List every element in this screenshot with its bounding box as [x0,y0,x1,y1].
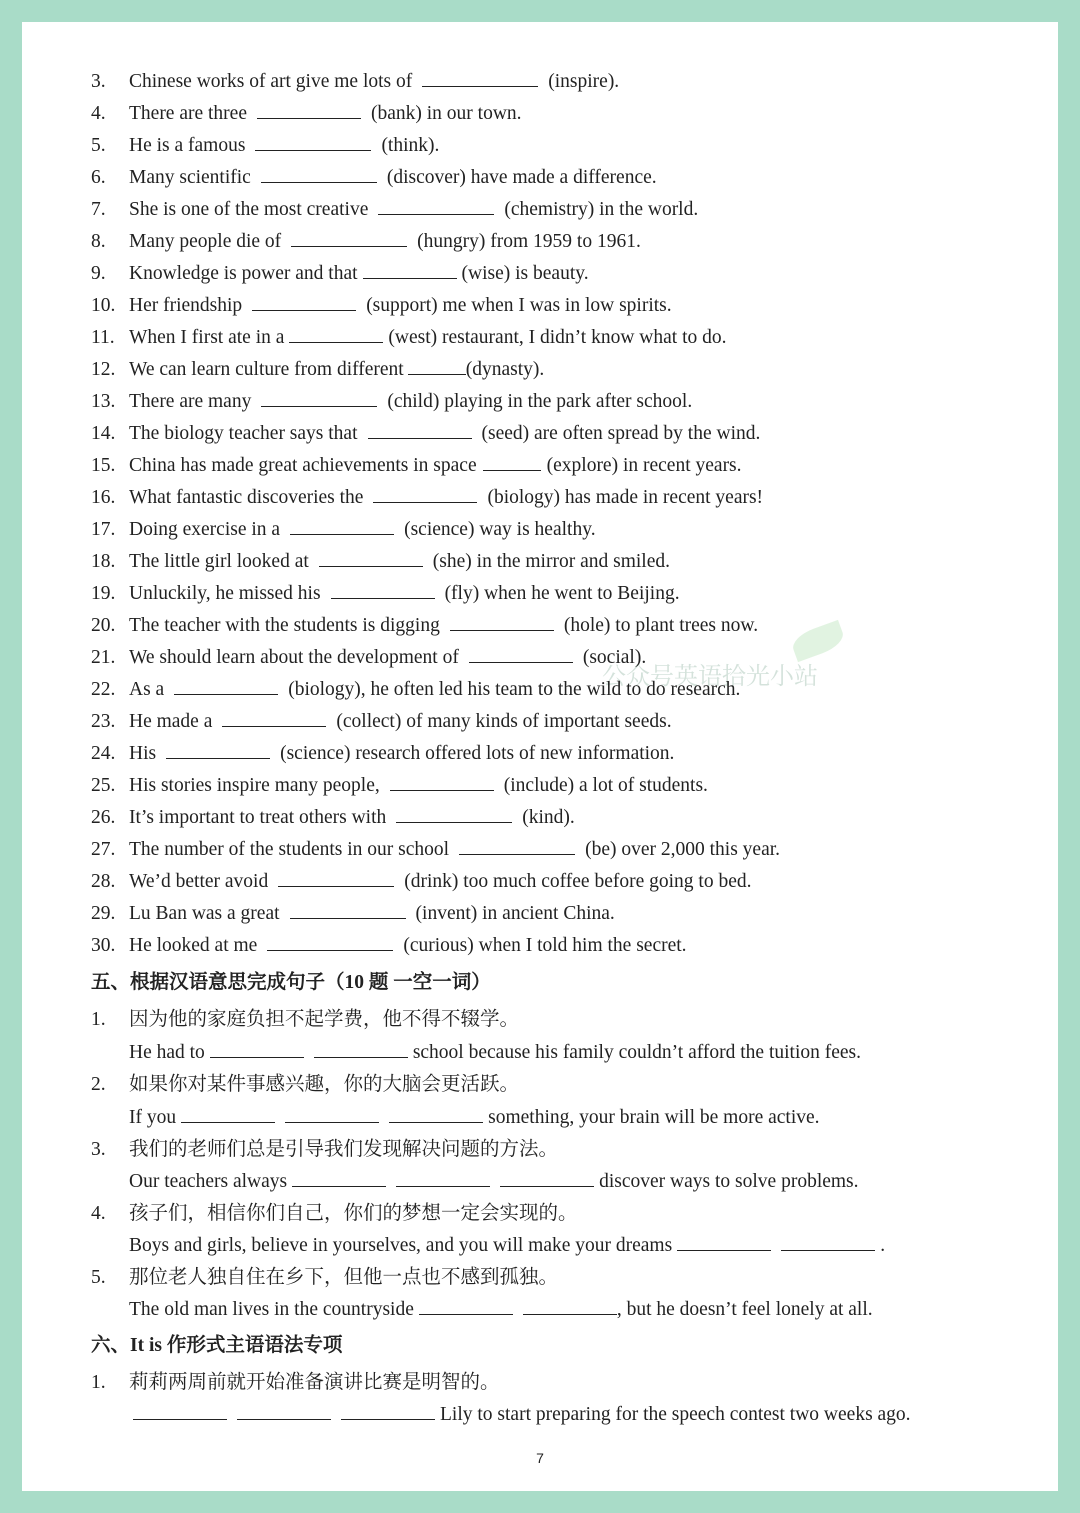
item-suffix: discover ways to solve problems. [599,1171,859,1192]
item-prefix: Many scientific [129,167,251,188]
item-prefix: We’d better avoid [129,871,269,892]
chinese-prompt: 我们的老师们总是引导我们发现解决问题的方法。 [129,1139,559,1160]
item-prefix: Knowledge is power and that [129,263,358,284]
answer-blank[interactable] [257,100,361,119]
answer-blank[interactable] [289,324,383,343]
answer-blank[interactable] [459,836,575,855]
item-prefix: He is a famous [129,135,246,156]
item-number: 10. [91,295,116,316]
item-prefix: He had to [129,1042,205,1063]
item-number: 11. [91,327,115,348]
answer-blank[interactable] [290,900,406,919]
item-number: 21. [91,647,116,668]
item-suffix: (chemistry) in the world. [504,199,699,220]
answer-blank[interactable] [255,132,371,151]
item-suffix: (biology) has made in recent years! [487,487,764,508]
chinese-prompt: 莉莉两周前就开始准备演讲比赛是明智的。 [129,1372,500,1393]
section-title: 六、It is 作形式主语语法专项 [91,1335,343,1356]
answer-blank[interactable] [278,868,394,887]
item-prefix: The biology teacher says that [129,423,358,444]
chinese-prompt: 如果你对某件事感兴趣，你的大脑会更活跃。 [129,1074,520,1095]
item-number: 6. [91,167,106,188]
item-number: 4. [91,1203,106,1224]
answer-blank[interactable] [341,1401,435,1420]
item-suffix: (wise) is beauty. [461,263,589,284]
item-prefix: He made a [129,711,213,732]
item-number: 9. [91,263,106,284]
item-suffix: (social). [582,647,647,668]
chinese-prompt: 孩子们，相信你们自己，你们的梦想一定会实现的。 [129,1203,578,1224]
answer-blank[interactable] [363,260,457,279]
answer-blank[interactable] [390,772,494,791]
answer-blank[interactable] [133,1401,227,1420]
item-suffix: (seed) are often spread by the wind. [481,423,761,444]
answer-blank[interactable] [261,388,377,407]
answer-blank[interactable] [174,676,278,695]
item-suffix: . [880,1235,886,1256]
item-prefix: Lu Ban was a great [129,903,280,924]
item-prefix: He looked at me [129,935,258,956]
item-suffix: (curious) when I told him the secret. [403,935,687,956]
item-number: 23. [91,711,116,732]
item-number: 18. [91,551,116,572]
item-number: 1. [91,1009,106,1030]
item-prefix: The old man lives in the countryside [129,1299,414,1320]
answer-blank[interactable] [285,1104,379,1123]
item-suffix: (include) a lot of students. [503,775,708,796]
item-number: 28. [91,871,116,892]
item-number: 19. [91,583,116,604]
item-prefix: Chinese works of art give me lots of [129,71,413,92]
item-suffix: (discover) have made a difference. [386,167,657,188]
item-prefix: There are many [129,391,252,412]
item-prefix: Our teachers always [129,1171,288,1192]
answer-blank[interactable] [419,1296,513,1315]
answer-blank[interactable] [331,580,435,599]
answer-blank[interactable] [252,292,356,311]
item-prefix: We should learn about the development of [129,647,459,668]
item-number: 3. [91,71,106,92]
item-number: 12. [91,359,116,380]
item-number: 2. [91,1074,106,1095]
item-prefix: The teacher with the students is digging [129,615,440,636]
item-number: 22. [91,679,116,700]
item-number: 15. [91,455,116,476]
item-number: 8. [91,231,106,252]
item-suffix: (biology), he often led his team to the wild to do research. [288,679,741,700]
item-number: 24. [91,743,116,764]
item-suffix: Lily to start preparing for the speech contest two weeks ago. [440,1404,911,1425]
item-prefix: Doing exercise in a [129,519,281,540]
item-prefix: China has made great achievements in space [129,455,477,476]
item-suffix: (fly) when he went to Beijing. [444,583,680,604]
item-prefix: Boys and girls, believe in yourselves, and you will make your dreams [129,1235,673,1256]
answer-blank[interactable] [292,1168,386,1187]
item-prefix: She is one of the most creative [129,199,369,220]
answer-blank[interactable] [677,1232,771,1251]
answer-blank[interactable] [378,196,494,215]
answer-blank[interactable] [261,164,377,183]
answer-blank[interactable] [408,356,466,375]
item-suffix: (bank) in our town. [371,103,522,124]
answer-blank[interactable] [469,644,573,663]
answer-blank[interactable] [291,228,407,247]
worksheet-page [22,22,1058,1491]
item-suffix: (kind). [522,807,575,828]
item-suffix: (she) in the mirror and smiled. [432,551,670,572]
item-suffix: (dynasty). [465,359,545,380]
item-number: 4. [91,103,106,124]
item-suffix: (think). [381,135,440,156]
item-suffix: (science) research offered lots of new information. [280,743,675,764]
item-suffix: (collect) of many kinds of important seeds. [336,711,672,732]
answer-blank[interactable] [166,740,270,759]
item-prefix: It’s important to treat others with [129,807,387,828]
answer-blank[interactable] [237,1401,331,1420]
item-number: 30. [91,935,116,956]
watermark-text: 公众号英语拾光小站 [602,662,818,690]
item-suffix: (be) over 2,000 this year. [585,839,781,860]
answer-blank[interactable] [222,708,326,727]
item-suffix: (science) way is healthy. [404,519,596,540]
answer-blank[interactable] [781,1232,875,1251]
answer-blank[interactable] [500,1168,594,1187]
item-suffix: (drink) too much coffee before going to bed. [404,871,752,892]
answer-blank[interactable] [396,1168,490,1187]
item-number: 3. [91,1139,106,1160]
item-number: 25. [91,775,116,796]
answer-blank[interactable] [396,804,512,823]
item-prefix: As a [129,679,165,700]
answer-blank[interactable] [267,932,393,951]
section-title: 五、根据汉语意思完成句子（10 题 一空一词） [91,972,491,993]
item-prefix: His stories inspire many people, [129,775,380,796]
answer-blank[interactable] [422,68,538,87]
answer-blank[interactable] [523,1296,617,1315]
item-prefix: We can learn culture from different [129,359,404,380]
item-suffix: (hungry) from 1959 to 1961. [417,231,641,252]
item-number: 26. [91,807,116,828]
item-number: 29. [91,903,116,924]
item-suffix: , but he doesn’t feel lonely at all. [616,1299,873,1320]
item-number: 20. [91,615,116,636]
item-suffix: something, your brain will be more active. [488,1107,820,1128]
chinese-prompt: 那位老人独自住在乡下，但他一点也不感到孤独。 [129,1267,559,1288]
item-prefix: The number of the students in our school [129,839,450,860]
item-suffix: (explore) in recent years. [546,455,742,476]
item-number: 1. [91,1372,106,1393]
item-prefix: There are three [129,103,247,124]
item-suffix: (child) playing in the park after school. [387,391,693,412]
answer-blank[interactable] [389,1104,483,1123]
item-suffix: (hole) to plant trees now. [563,615,759,636]
item-number: 5. [91,1267,106,1288]
item-prefix: If you [129,1107,177,1128]
item-number: 14. [91,423,116,444]
answer-blank[interactable] [373,484,477,503]
answer-blank[interactable] [483,452,541,471]
item-number: 16. [91,487,116,508]
answer-blank[interactable] [314,1039,408,1058]
answer-blank[interactable] [450,612,554,631]
answer-blank[interactable] [181,1104,275,1123]
item-number: 27. [91,839,116,860]
item-suffix: school because his family couldn’t afford the tuition fees. [412,1042,862,1063]
answer-blank[interactable] [368,420,472,439]
item-number: 17. [91,519,116,540]
item-suffix: (invent) in ancient China. [415,903,615,924]
item-suffix: (support) me when I was in low spirits. [366,295,672,316]
item-prefix: Unluckily, he missed his [129,583,321,604]
item-prefix: When I first ate in a [129,327,285,348]
item-prefix: What fantastic discoveries the [129,487,364,508]
item-number: 5. [91,135,106,156]
item-prefix: Many people die of [129,231,282,252]
answer-blank[interactable] [319,548,423,567]
item-suffix: (inspire). [548,71,620,92]
item-suffix: (west) restaurant, I didn’t know what to do. [388,327,727,348]
item-number: 7. [91,199,106,220]
item-prefix: His [129,743,157,764]
item-prefix: The little girl looked at [129,551,309,572]
item-number: 13. [91,391,116,412]
item-prefix: Her friendship [129,295,243,316]
answer-blank[interactable] [210,1039,304,1058]
page-number: 7 [536,1450,544,1466]
chinese-prompt: 因为他的家庭负担不起学费，他不得不辍学。 [129,1009,520,1030]
answer-blank[interactable] [290,516,394,535]
